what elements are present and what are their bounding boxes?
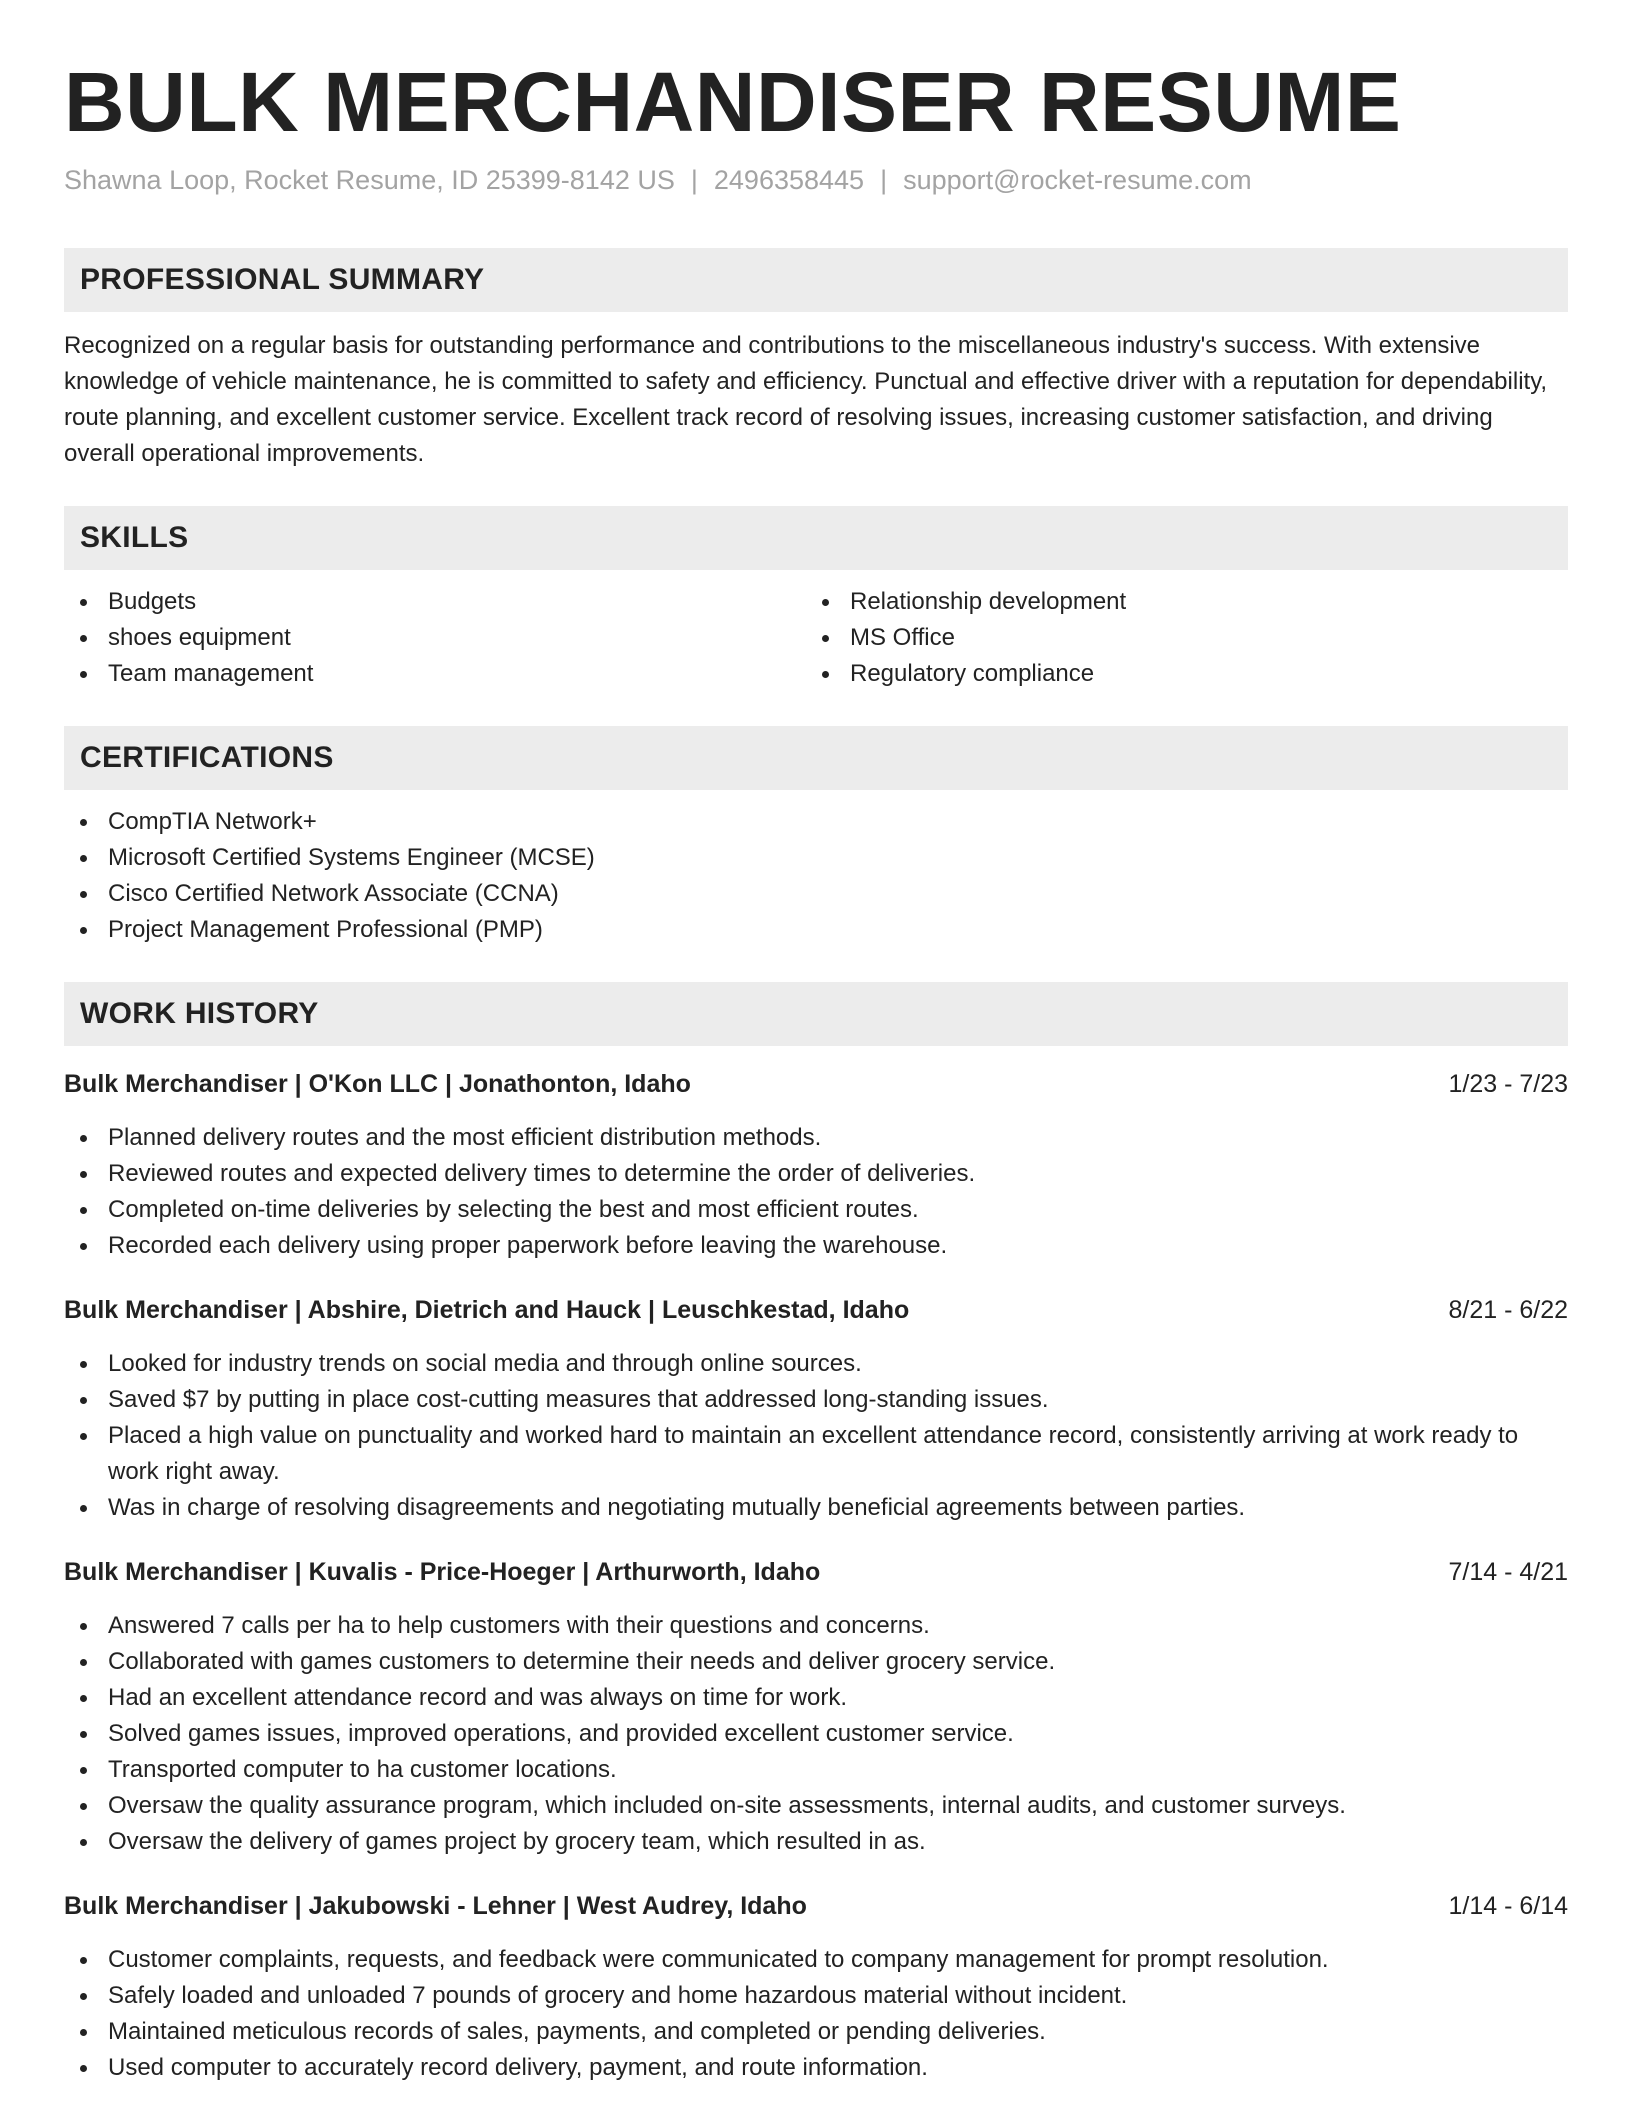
job-bullet: Planned delivery routes and the most efficient distribution methods. [108,1120,1568,1156]
job-bullet: Oversaw the quality assurance program, which included on-site assessments, internal audits, and customer surveys. [108,1788,1568,1824]
skill-item: Relationship development [850,584,1548,620]
job-dates: 1/23 - 7/23 [1448,1070,1568,1098]
summary-text: Recognized on a regular basis for outstanding performance and contributions to the miscellaneous industry's success. With extensive knowledge of vehicle maintenance, he is committed to safety and efficiency. Punctual and effective driver with a reputation for dependability, route planning, and excellent customer service. Excellent track record of resolving issues, increasing customer satisfaction, and driving overall operational improvements. [64,332,1548,467]
section-header-certifications: CERTIFICATIONS [64,726,1568,790]
job-bullet: Reviewed routes and expected delivery times to determine the order of deliveries. [108,1156,1568,1192]
job-entry [64,1554,1568,1860]
job-bullet: Oversaw the delivery of games project by grocery team, which resulted in as. [108,1824,1568,1860]
job-bullets [64,1120,1568,1264]
job-bullet: Safely loaded and unloaded 7 pounds of grocery and home hazardous material without incident. [108,1978,1568,2014]
skill-item: shoes equipment [108,620,806,656]
section-header-skills: SKILLS [64,506,1568,570]
job-header [64,1888,1568,1924]
certification-item: Microsoft Certified Systems Engineer (MCSE) [108,840,1568,876]
job-header [64,1554,1568,1590]
job-bullet: Answered 7 calls per ha to help customers with their questions and concerns. [108,1608,1568,1644]
certification-item: Cisco Certified Network Associate (CCNA) [108,876,1568,912]
job-bullet: Collaborated with games customers to determine their needs and deliver grocery service. [108,1644,1568,1680]
resume-page [64,52,1568,2086]
job-bullet: Placed a high value on punctuality and worked hard to maintain an excellent attendance record, consistently arriving at work ready to work right away. [108,1418,1568,1490]
job-bullet: Recorded each delivery using proper paperwork before leaving the warehouse. [108,1228,1568,1264]
job-bullet: Transported computer to ha customer locations. [108,1752,1568,1788]
job-bullet: Had an excellent attendance record and was always on time for work. [108,1680,1568,1716]
section-header-work-history: WORK HISTORY [64,982,1568,1046]
job-header [64,1292,1568,1328]
job-title: Bulk Merchandiser | O'Kon LLC | Jonathonton, Idaho [64,1070,691,1098]
skill-item: Team management [108,656,806,692]
contact-line [64,162,1568,198]
skills-list-left [64,584,806,692]
contact-separator: | [690,165,698,195]
job-title: Bulk Merchandiser | Abshire, Dietrich and Hauck | Leuschkestad, Idaho [64,1296,910,1324]
skills-grid [64,584,1568,692]
job-dates: 7/14 - 4/21 [1448,1558,1568,1586]
contact-separator: | [880,165,888,195]
job-bullet: Used computer to accurately record delivery, payment, and route information. [108,2050,1568,2086]
job-dates: 8/21 - 6/22 [1448,1296,1568,1324]
certification-item: CompTIA Network+ [108,804,1568,840]
job-title: Bulk Merchandiser | Kuvalis - Price-Hoeger | Arthurworth, Idaho [64,1558,821,1586]
job-bullet: Completed on-time deliveries by selecting the best and most efficient routes. [108,1192,1568,1228]
certification-item: Project Management Professional (PMP) [108,912,1568,948]
contact-phone: 2496358445 [713,165,865,195]
job-title: Bulk Merchandiser | Jakubowski - Lehner | West Audrey, Idaho [64,1892,807,1920]
job-bullets [64,1608,1568,1860]
job-header [64,1066,1568,1102]
job-entry [64,1066,1568,1264]
skill-item: Regulatory compliance [850,656,1548,692]
job-bullet: Saved $7 by putting in place cost-cutting measures that addressed long-standing issues. [108,1382,1568,1418]
resume-title: BULK MERCHANDISER RESUME [64,55,1402,149]
section-header-summary: PROFESSIONAL SUMMARY [64,248,1568,312]
skill-item: Budgets [108,584,806,620]
job-bullets [64,1346,1568,1526]
job-entry [64,1292,1568,1526]
certifications-list [64,804,1568,948]
job-entry [64,1888,1568,2086]
job-bullet: Solved games issues, improved operations, and provided excellent customer service. [108,1716,1568,1752]
job-bullet: Customer complaints, requests, and feedback were communicated to company management for prompt resolution. [108,1942,1568,1978]
job-dates: 1/14 - 6/14 [1448,1892,1568,1920]
contact-email: support@rocket-resume.com [903,165,1252,195]
contact-address: Shawna Loop, Rocket Resume, ID 25399-8142 US [64,165,675,195]
skills-list-right [806,584,1548,692]
job-bullets [64,1942,1568,2086]
job-bullet: Was in charge of resolving disagreements and negotiating mutually beneficial agreements between parties. [108,1490,1568,1526]
job-bullet: Maintained meticulous records of sales, payments, and completed or pending deliveries. [108,2014,1568,2050]
job-bullet: Looked for industry trends on social media and through online sources. [108,1346,1568,1382]
skill-item: MS Office [850,620,1548,656]
